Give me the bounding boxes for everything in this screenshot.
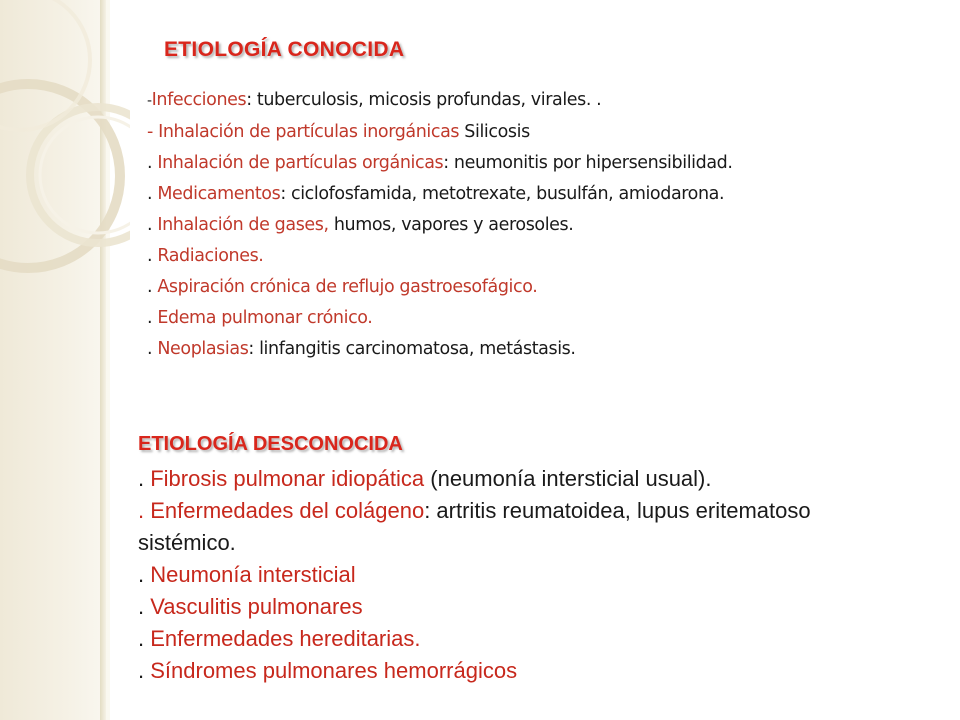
list-item: . Fibrosis pulmonar idiopática (neumonía intersticial usual). xyxy=(138,466,712,491)
list-item: . Enfermedades del colágeno: artritis reumatoidea, lupus eritematoso sistémico. xyxy=(138,498,811,555)
unknown-etiology-list xyxy=(138,463,858,687)
list-item: - Inhalación de partículas inorgánicas Silicosis xyxy=(147,122,530,142)
known-etiology-list xyxy=(147,85,887,365)
list-item: . Radiaciones. xyxy=(147,246,264,266)
list-item: . Neoplasias: linfangitis carcinomatosa, metástasis. xyxy=(147,339,576,359)
known-etiology-title: ETIOLOGÍA CONOCIDA xyxy=(164,38,405,61)
list-item: . Inhalación de gases, humos, vapores y aerosoles. xyxy=(147,215,574,235)
list-item: . Aspiración crónica de reflujo gastroesofágico. xyxy=(147,277,538,297)
list-item: . Síndromes pulmonares hemorrágicos xyxy=(138,658,518,683)
list-item: . Medicamentos: ciclofosfamida, metotrexate, busulfán, amiodarona. xyxy=(147,184,725,204)
list-item: . Enfermedades hereditarias. xyxy=(138,626,421,651)
list-item: -Infecciones: tuberculosis, micosis profundas, virales. . xyxy=(147,90,602,110)
list-item: . Neumonía intersticial xyxy=(138,562,356,587)
unknown-etiology-title: ETIOLOGÍA DESCONOCIDA xyxy=(138,433,403,455)
list-item: . Vasculitis pulmonares xyxy=(138,594,363,619)
list-item: . Edema pulmonar crónico. xyxy=(147,308,373,328)
list-item: . Inhalación de partículas orgánicas: neumonitis por hipersensibilidad. xyxy=(147,153,733,173)
